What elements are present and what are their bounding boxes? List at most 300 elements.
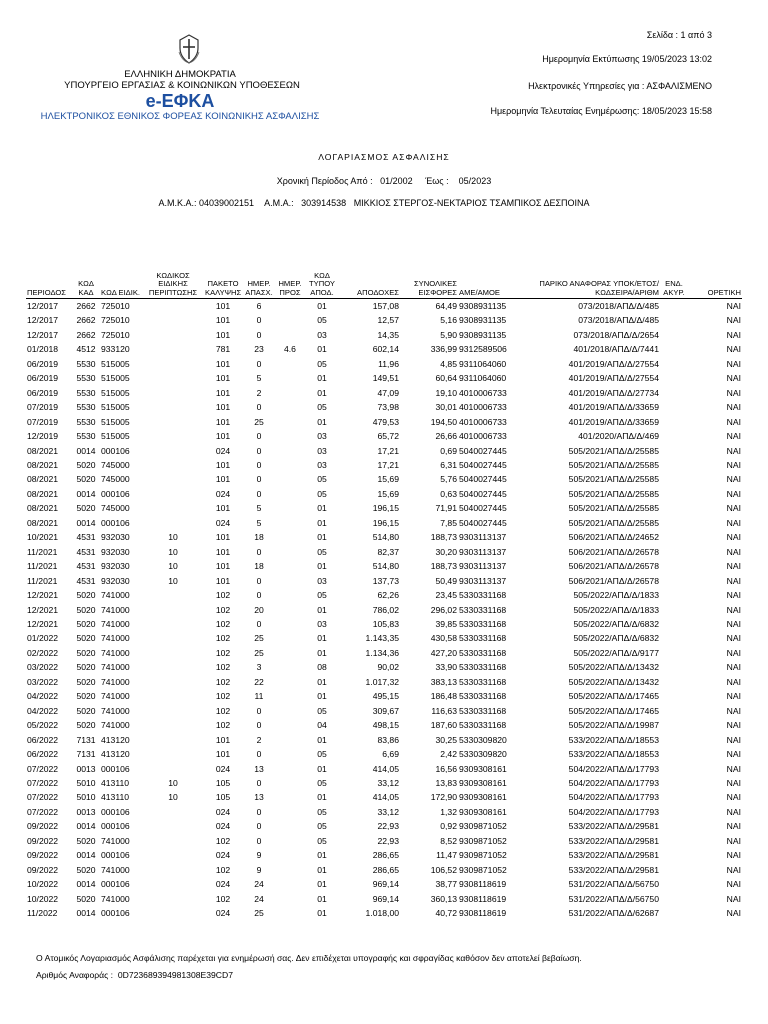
- table-cell: [276, 588, 304, 602]
- table-cell: 04/2022: [27, 691, 59, 702]
- column-header: ΚΩΔ ΚΑΔ: [72, 268, 100, 299]
- table-cell: 05: [317, 705, 327, 716]
- table-cell: 413120: [101, 734, 130, 745]
- table-cell: [660, 863, 688, 877]
- table-cell: 504/2022/ΑΠΔ/Δ/17793: [568, 792, 659, 803]
- table-cell: 188,73: [430, 532, 457, 543]
- table-row: [26, 342, 742, 356]
- table-cell: 17,21: [377, 445, 399, 456]
- table-cell: 22,93: [377, 821, 399, 832]
- table-cell: 073/2018/ΑΠΔ/Δ/485: [578, 301, 659, 311]
- table-row: [26, 386, 742, 400]
- table-cell: 505/2022/ΑΠΔ/Δ/1833: [573, 604, 659, 615]
- table-cell: 25: [254, 416, 264, 427]
- table-cell: 505/2022/ΑΠΔ/Δ/9177: [573, 647, 659, 658]
- table-cell: 9309871052: [459, 821, 507, 832]
- table-cell: 741000: [101, 893, 130, 904]
- table-row: [26, 660, 742, 674]
- table-cell: 83,86: [377, 734, 399, 745]
- table-cell: [660, 545, 688, 559]
- period-from: 01/2002: [380, 176, 413, 186]
- table-cell: 3: [256, 662, 262, 673]
- table-cell: 5020: [76, 720, 96, 731]
- table-cell: [660, 357, 688, 371]
- print-date-value: 19/05/2023 13:02: [641, 54, 712, 64]
- table-cell: 9308931135: [459, 315, 507, 326]
- table-cell: 5330331168: [459, 618, 507, 629]
- table-cell: 01: [317, 676, 327, 687]
- table-cell: 401/2019/ΑΠΔ/Δ/27734: [568, 387, 659, 398]
- table-cell: 286,65: [372, 864, 399, 875]
- table-cell: 0,69: [440, 445, 457, 456]
- table-cell: 22,93: [377, 835, 399, 846]
- table-cell: 000106: [101, 445, 130, 456]
- table-cell: 024: [215, 821, 231, 832]
- disclaimer-note: Ο Ατομικός Λογαριασμός Ασφάλισης παρέχεται για ενημέρωσή σας. Δεν επιδέχεται υπογραφής και σφραγίδας καθόσον δεν αποτελεί βεβαίωση.: [36, 953, 582, 963]
- column-header: ΑΠΟΔΟΧΕΣ: [340, 268, 400, 299]
- table-cell: 4531: [76, 561, 96, 572]
- table-cell: 5330331168: [459, 590, 507, 601]
- table-cell: 8,52: [440, 835, 457, 846]
- table-cell: [142, 646, 204, 660]
- table-cell: [276, 458, 304, 472]
- table-cell: 188,73: [430, 561, 457, 572]
- table-cell: 5530: [76, 373, 96, 384]
- table-cell: [142, 834, 204, 848]
- table-cell: 5: [256, 373, 262, 384]
- table-cell: 187,60: [430, 720, 457, 731]
- table-cell: 05/2022: [27, 720, 59, 731]
- table-cell: 11,47: [436, 850, 457, 861]
- table-cell: 40,72: [435, 908, 457, 919]
- table-cell: 102: [215, 618, 231, 629]
- table-cell: 504/2022/ΑΠΔ/Δ/17793: [568, 763, 659, 774]
- table-cell: [142, 877, 204, 891]
- table-cell: 5330331168: [459, 691, 507, 702]
- table-cell: 01: [317, 503, 327, 514]
- table-row: [26, 444, 742, 458]
- table-cell: 4512: [76, 344, 96, 355]
- table-cell: [660, 718, 688, 732]
- table-row: [26, 458, 742, 472]
- table-cell: 11,96: [378, 358, 399, 369]
- table-cell: [660, 834, 688, 848]
- table-cell: 23: [254, 344, 264, 355]
- table-cell: [276, 603, 304, 617]
- table-cell: 9309308161: [459, 792, 507, 803]
- table-cell: 1.018,00: [365, 908, 399, 919]
- table-cell: 25: [254, 647, 264, 658]
- table-cell: 10: [168, 777, 178, 788]
- table-cell: 533/2022/ΑΠΔ/Δ/29581: [568, 835, 659, 846]
- table-cell: 505/2021/ΑΠΔ/Δ/25585: [568, 503, 659, 514]
- table-cell: ΝΑΙ: [726, 850, 741, 861]
- table-cell: 7131: [76, 749, 96, 760]
- table-cell: 741000: [101, 647, 130, 658]
- table-cell: 60,64: [435, 373, 457, 384]
- table-cell: 5330331168: [459, 662, 507, 673]
- table-cell: 9308118619: [459, 893, 507, 904]
- table-cell: 2662: [76, 301, 96, 311]
- table-cell: 05: [317, 777, 327, 788]
- table-cell: 08/2021: [27, 459, 59, 470]
- table-cell: 745000: [101, 459, 130, 470]
- table-cell: 515005: [101, 373, 130, 384]
- table-cell: [276, 516, 304, 530]
- table-cell: 11/2021: [27, 575, 58, 586]
- table-cell: 09/2022: [27, 835, 59, 846]
- table-cell: 0014: [76, 821, 96, 832]
- table-cell: ΝΑΙ: [726, 691, 741, 702]
- column-header: ΕΝΔ. ΑΚΥΡ.: [660, 268, 688, 299]
- table-cell: [142, 357, 204, 371]
- table-cell: 01: [317, 763, 327, 774]
- table-cell: [142, 863, 204, 877]
- table-cell: 073/2018/ΑΠΔ/Δ/485: [578, 315, 659, 326]
- last-update-label: Ημερομηνία Τελευταίας Ενημέρωσης:: [490, 106, 640, 116]
- table-cell: [660, 487, 688, 501]
- table-cell: 9308118619: [459, 879, 507, 890]
- table-cell: 4010006733: [459, 431, 507, 442]
- table-cell: 102: [215, 662, 231, 673]
- table-cell: 5020: [76, 691, 96, 702]
- table-cell: 01/2022: [27, 633, 59, 644]
- table-cell: [142, 472, 204, 486]
- table-cell: 5040027445: [459, 445, 507, 456]
- table-cell: 505/2022/ΑΠΔ/Δ/6832: [573, 633, 659, 644]
- table-cell: 102: [215, 633, 231, 644]
- table-cell: 531/2022/ΑΠΔ/Δ/56750: [568, 893, 659, 904]
- table-cell: [660, 762, 688, 776]
- table-cell: 6,69: [382, 749, 399, 760]
- table-cell: [660, 819, 688, 833]
- table-row: [26, 516, 742, 530]
- table-cell: 12/2017: [27, 329, 59, 340]
- table-cell: 2: [256, 387, 262, 398]
- table-cell: [660, 429, 688, 443]
- table-cell: 101: [215, 749, 231, 760]
- table-cell: 101: [215, 561, 231, 572]
- table-cell: 2: [256, 734, 262, 745]
- table-cell: 5020: [76, 864, 96, 875]
- table-row: [26, 863, 742, 877]
- table-cell: 000106: [101, 879, 130, 890]
- table-cell: 5330331168: [459, 604, 507, 615]
- table-cell: 9309308161: [459, 777, 507, 788]
- period-to-label: Έως :: [425, 176, 449, 186]
- table-cell: 969,14: [372, 893, 399, 904]
- table-cell: 309,67: [372, 705, 399, 716]
- reference-number: [36, 970, 233, 980]
- table-row: [26, 892, 742, 906]
- table-cell: [660, 790, 688, 804]
- table-cell: 5330331168: [459, 676, 507, 687]
- table-cell: 50,49: [435, 575, 457, 586]
- table-cell: 5040027445: [459, 474, 507, 485]
- table-cell: 0013: [76, 806, 96, 817]
- table-cell: 0014: [76, 517, 96, 528]
- table-cell: 12/2021: [27, 590, 59, 601]
- table-cell: 01: [317, 604, 327, 615]
- table-cell: 102: [215, 720, 231, 731]
- table-cell: 0: [256, 546, 262, 557]
- table-cell: 741000: [101, 633, 130, 644]
- table-cell: 024: [215, 908, 231, 919]
- table-cell: ΝΑΙ: [726, 705, 741, 716]
- table-cell: 0: [256, 488, 262, 499]
- table-cell: [276, 834, 304, 848]
- table-cell: 22: [254, 676, 264, 687]
- table-cell: 12/2017: [27, 301, 59, 311]
- table-row: [26, 733, 742, 747]
- table-cell: ΝΑΙ: [726, 908, 741, 919]
- table-cell: 101: [215, 431, 231, 442]
- table-cell: 5020: [76, 835, 96, 846]
- table-cell: [142, 299, 204, 314]
- table-cell: [660, 472, 688, 486]
- table-cell: ΝΑΙ: [726, 879, 741, 890]
- table-cell: [142, 718, 204, 732]
- table-cell: 9303113137: [459, 561, 507, 572]
- table-cell: 5010: [76, 777, 96, 788]
- table-cell: 5330331168: [459, 633, 507, 644]
- table-cell: 000106: [101, 908, 130, 919]
- table-cell: 5020: [76, 590, 96, 601]
- ama-value: 303914538: [301, 198, 347, 208]
- report-period: [0, 176, 768, 186]
- table-cell: [276, 472, 304, 486]
- table-cell: 01: [317, 561, 327, 572]
- table-cell: 741000: [101, 618, 130, 629]
- table-cell: 533/2022/ΑΠΔ/Δ/29581: [568, 821, 659, 832]
- print-date: [542, 54, 712, 64]
- table-cell: 401/2018/ΑΠΔ/Δ/7441: [573, 344, 659, 355]
- table-row: [26, 762, 742, 776]
- table-row: [26, 877, 742, 891]
- table-cell: [276, 386, 304, 400]
- table-cell: 90,02: [377, 662, 399, 673]
- table-cell: 10/2021: [27, 532, 59, 543]
- table-cell: ΝΑΙ: [726, 402, 741, 413]
- table-cell: 12/2019: [27, 431, 59, 442]
- table-cell: [276, 530, 304, 544]
- table-cell: 24: [254, 893, 264, 904]
- table-cell: 506/2021/ΑΠΔ/Δ/26578: [568, 546, 659, 557]
- table-cell: 13,83: [435, 777, 457, 788]
- table-cell: [142, 342, 204, 356]
- table-cell: 9303113137: [459, 532, 507, 543]
- table-cell: [660, 877, 688, 891]
- table-cell: [276, 675, 304, 689]
- table-cell: 741000: [101, 590, 130, 601]
- table-cell: 105,83: [372, 618, 399, 629]
- services-label: Ηλεκτρονικές Υπηρεσίες για :: [528, 81, 645, 91]
- table-cell: 101: [215, 503, 231, 514]
- table-cell: 101: [215, 358, 231, 369]
- table-row: [26, 805, 742, 819]
- table-cell: 5330309820: [459, 749, 507, 760]
- table-cell: 05: [317, 806, 327, 817]
- table-cell: 741000: [101, 705, 130, 716]
- table-cell: 4531: [76, 532, 96, 543]
- table-cell: ΝΑΙ: [726, 893, 741, 904]
- table-cell: 0: [256, 445, 262, 456]
- table-cell: 05: [317, 546, 327, 557]
- table-cell: 11/2021: [27, 561, 58, 572]
- table-cell: 01: [317, 879, 327, 890]
- table-cell: 24: [254, 879, 264, 890]
- column-header: ΗΜΕΡ. ΠΡΟΣ: [276, 268, 304, 299]
- table-cell: 0: [256, 315, 262, 326]
- table-cell: 969,14: [372, 879, 399, 890]
- table-cell: [276, 646, 304, 660]
- table-cell: 6,31: [440, 459, 457, 470]
- table-cell: 194,50: [430, 416, 457, 427]
- table-cell: 03: [317, 459, 327, 470]
- table-cell: 03/2022: [27, 676, 59, 687]
- table-cell: 186,48: [430, 691, 457, 702]
- table-cell: 9309871052: [459, 835, 507, 846]
- table-cell: 10: [168, 575, 178, 586]
- table-cell: 932030: [101, 546, 130, 557]
- table-cell: 01: [317, 864, 327, 875]
- table-cell: 05: [317, 590, 327, 601]
- table-cell: 07/2019: [27, 402, 59, 413]
- table-cell: 4.6: [284, 344, 296, 355]
- table-cell: 73,98: [377, 402, 399, 413]
- table-cell: [276, 877, 304, 891]
- insured-name: ΜΙΚΚΙΟΣ ΣΤΕΡΓΟΣ-ΝΕΚΤΑΡΙΟΣ ΤΣΑΜΠΙΚΟΣ ΔΕΣΠΟΙΝΑ: [353, 198, 590, 208]
- table-cell: [276, 444, 304, 458]
- table-cell: 5020: [76, 647, 96, 658]
- table-cell: 101: [215, 459, 231, 470]
- table-cell: 4,85: [440, 358, 457, 369]
- table-cell: 9309871052: [459, 864, 507, 875]
- table-cell: 4010006733: [459, 387, 507, 398]
- table-cell: 101: [215, 575, 231, 586]
- table-cell: 102: [215, 705, 231, 716]
- table-cell: 102: [215, 864, 231, 875]
- table-row: [26, 848, 742, 862]
- table-cell: [142, 631, 204, 645]
- table-row: [26, 834, 742, 848]
- table-cell: 5020: [76, 618, 96, 629]
- table-cell: 024: [215, 850, 231, 861]
- table-cell: [276, 863, 304, 877]
- table-cell: ΝΑΙ: [726, 763, 741, 774]
- table-row: [26, 545, 742, 559]
- table-cell: 10: [168, 546, 178, 557]
- table-cell: [276, 501, 304, 515]
- table-cell: 383,13: [430, 676, 457, 687]
- table-cell: 0014: [76, 879, 96, 890]
- table-cell: 5330331168: [459, 720, 507, 731]
- table-cell: 5020: [76, 633, 96, 644]
- table-cell: 5: [256, 503, 262, 514]
- table-cell: 401/2019/ΑΠΔ/Δ/27554: [568, 358, 659, 369]
- table-cell: 01: [317, 691, 327, 702]
- table-cell: 12/2017: [27, 315, 59, 326]
- table-cell: 06/2019: [27, 358, 59, 369]
- table-cell: [660, 848, 688, 862]
- table-cell: [142, 675, 204, 689]
- table-cell: 0,63: [440, 488, 457, 499]
- table-cell: 296,02: [430, 604, 457, 615]
- table-cell: [660, 617, 688, 631]
- table-cell: [276, 357, 304, 371]
- table-row: [26, 747, 742, 761]
- column-header: ΠΑΚΕΤΟ ΚΑΛΥΨΗΣ: [204, 268, 242, 299]
- table-cell: [276, 848, 304, 862]
- table-cell: [276, 704, 304, 718]
- table-cell: 101: [215, 532, 231, 543]
- table-cell: 01: [317, 792, 327, 803]
- table-cell: 5020: [76, 604, 96, 615]
- table-cell: [142, 805, 204, 819]
- table-cell: 0: [256, 474, 262, 485]
- table-cell: ΝΑΙ: [726, 488, 741, 499]
- table-cell: 741000: [101, 720, 130, 731]
- table-cell: [142, 588, 204, 602]
- table-cell: 5040027445: [459, 459, 507, 470]
- table-cell: [276, 805, 304, 819]
- table-cell: [660, 776, 688, 790]
- table-cell: 5020: [76, 893, 96, 904]
- table-cell: 5040027445: [459, 517, 507, 528]
- table-cell: 101: [215, 373, 231, 384]
- table-cell: 1.143,35: [365, 633, 399, 644]
- table-cell: 505/2022/ΑΠΔ/Δ/13432: [568, 676, 659, 687]
- table-cell: 11: [254, 691, 264, 702]
- table-cell: 024: [215, 763, 231, 774]
- table-cell: ΝΑΙ: [726, 618, 741, 629]
- ministry-name: ΥΠΟΥΡΓΕΙΟ ΕΡΓΑΣΙΑΣ & ΚΟΙΝΩΝΙΚΩΝ ΥΠΟΘΕΣΕΩΝ: [64, 80, 300, 91]
- table-cell: 5530: [76, 431, 96, 442]
- table-row: [26, 313, 742, 327]
- table-cell: 05: [317, 749, 327, 760]
- table-cell: [276, 313, 304, 327]
- table-cell: 102: [215, 691, 231, 702]
- table-cell: 0: [256, 749, 262, 760]
- table-row: [26, 718, 742, 732]
- last-update: [490, 106, 712, 116]
- table-cell: 5020: [76, 459, 96, 470]
- table-cell: ΝΑΙ: [726, 517, 741, 528]
- table-cell: 106,52: [430, 864, 457, 875]
- table-cell: 01: [317, 387, 327, 398]
- table-cell: [276, 328, 304, 342]
- table-cell: 000106: [101, 821, 130, 832]
- table-cell: ΝΑΙ: [726, 835, 741, 846]
- table-cell: 09/2022: [27, 850, 59, 861]
- table-cell: 5530: [76, 402, 96, 413]
- table-body: [26, 299, 742, 921]
- table-cell: 533/2022/ΑΠΔ/Δ/18553: [568, 734, 659, 745]
- table-cell: 741000: [101, 835, 130, 846]
- table-cell: 414,05: [372, 763, 399, 774]
- table-cell: 741000: [101, 662, 130, 673]
- table-cell: 07/2022: [27, 806, 59, 817]
- table-cell: [142, 444, 204, 458]
- table-cell: [276, 429, 304, 443]
- table-cell: [276, 545, 304, 559]
- table-row: [26, 472, 742, 486]
- brand-name: e-ΕΦΚΑ: [145, 91, 215, 111]
- table-cell: 01: [317, 373, 327, 384]
- table-cell: 13: [254, 763, 264, 774]
- table-cell: 01: [317, 532, 327, 543]
- table-cell: ΝΑΙ: [726, 734, 741, 745]
